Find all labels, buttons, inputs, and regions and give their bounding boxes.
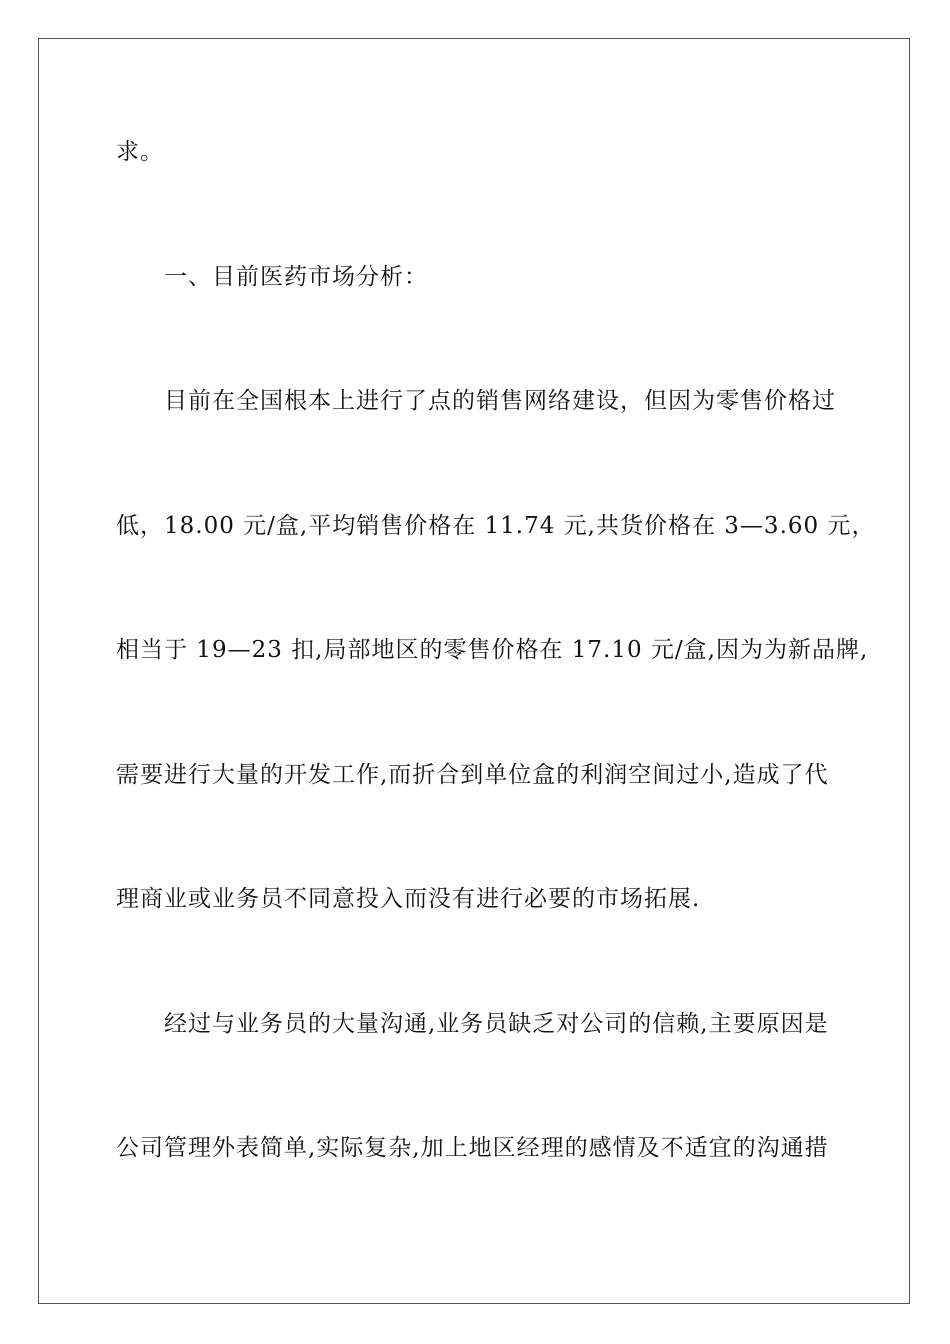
paragraph-line: 低，18.00 元/盒,平均销售价格在 11.74 元,共货价格在 3—3.60 元，: [116, 513, 876, 539]
section-heading: 一、目前医药市场分析：: [164, 264, 428, 290]
paragraph-line: 公司管理外表简单,实际复杂,加上地区经理的感情及不适宜的沟通措: [116, 1135, 829, 1161]
paragraph-line: 目前在全国根本上进行了点的销售网络建设，但因为零售价格过: [164, 388, 836, 414]
paragraph-line: 需要进行大量的开发工作,而折合到单位盒的利润空间过小,造成了代: [116, 762, 829, 788]
paragraph-line: 经过与业务员的大量沟通,业务员缺乏对公司的信赖,主要原因是: [164, 1011, 829, 1037]
paragraph-line: 相当于 19—23 扣,局部地区的零售价格在 17.10 元/盒,因为为新品牌,: [116, 637, 869, 663]
paragraph-line: 理商业或业务员不同意投入而没有进行必要的市场拓展.: [116, 886, 701, 912]
page-border: [38, 38, 910, 1304]
text-line: 求。: [116, 139, 164, 165]
